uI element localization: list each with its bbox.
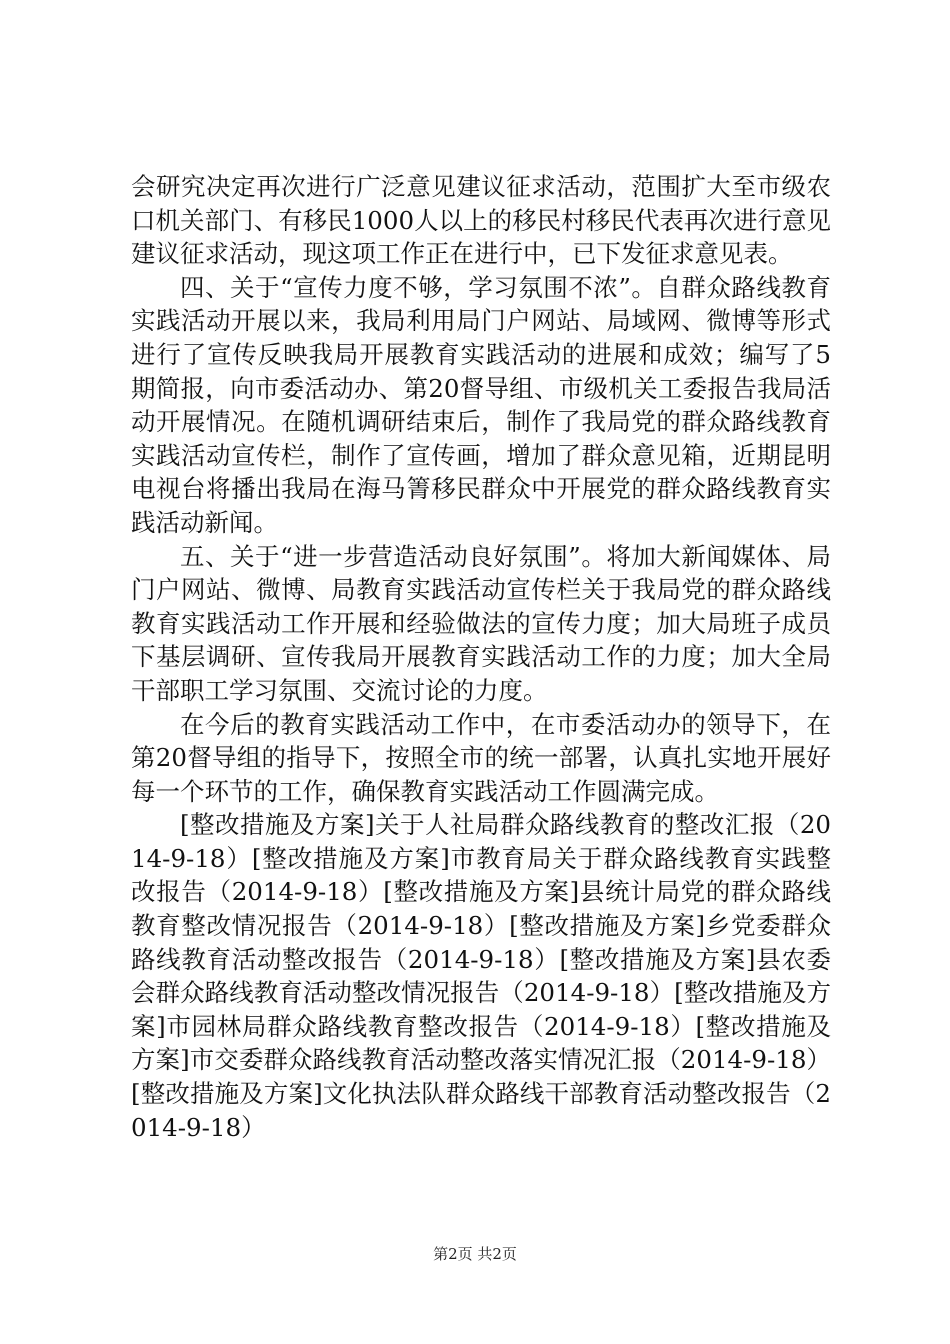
paragraph-related-links: [整改措施及方案]关于人社局群众路线教育的整改汇报（2014-9-18）[整改措施及方案]市教育局关于群众路线教育实践整改报告（2014-9-18）[整改措施及方案]县统计局党的群众路线教育整改情况报告（2014-9-18）[整改措施及方案]乡党委群众路线教育活动整改报告（2014-9-18）[整改措施及方案]县农委会群众路线教育活动整改情况报告（2014-9-18）[整改措施及方案]市园林局群众路线教育整改报告（2014-9-18）[整改措施及方案]市交委群众路线教育活动整改落实情况汇报（2014-9-18）[整改措施及方案]文化执法队群众路线干部教育活动整改报告（2014-9-18） bbox=[131, 810, 831, 1142]
paragraph-continuation: 会研究决定再次进行广泛意见建议征求活动，范围扩大至市级农口机关部门、有移民1000人以上的移民村移民代表再次进行意见建议征求活动，现这项工作正在进行中，已下发征求意见表。 bbox=[131, 172, 831, 269]
document-body bbox=[131, 170, 831, 1144]
paragraph-section-four: 四、关于“宣传力度不够，学习氛围不浓”。自群众路线教育实践活动开展以来，我局利用局门户网站、局域网、微博等形式进行了宣传反映我局开展教育实践活动的进展和成效；编写了5期简报，向市委活动办、第20督导组、市级机关工委报告我局活动开展情况。在随机调研结束后，制作了我局党的群众路线教育实践活动宣传栏，制作了宣传画，增加了群众意见箱，近期昆明电视台将播出我局在海马箐移民群众中开展党的群众路线教育实践活动新闻。 bbox=[131, 272, 831, 537]
page-number-footer: 第2页 共2页 bbox=[433, 1245, 517, 1263]
paragraph-conclusion: 在今后的教育实践活动工作中，在市委活动办的领导下，在第20督导组的指导下，按照全市的统一部署，认真扎实地开展好每一个环节的工作，确保教育实践活动工作圆满完成。 bbox=[131, 709, 831, 806]
paragraph-section-five: 五、关于“进一步营造活动良好氛围”。将加大新闻媒体、局门户网站、微博、局教育实践活动宣传栏关于我局党的群众路线教育实践活动工作开展和经验做法的宣传力度；加大局班子成员下基层调研、宣传我局开展教育实践活动工作的力度；加大全局干部职工学习氛围、交流讨论的力度。 bbox=[131, 541, 831, 705]
